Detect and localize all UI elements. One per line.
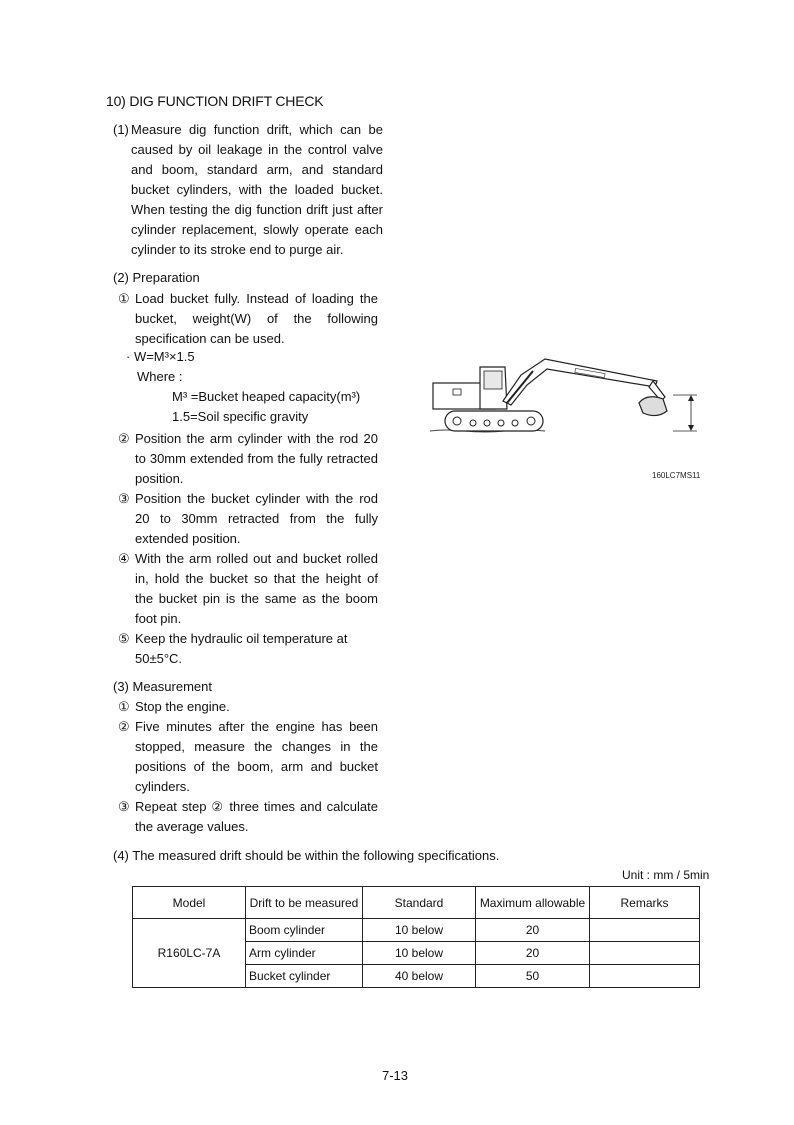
prep-item-4-mark: ④ — [118, 551, 130, 566]
measure-item-3-mark: ③ — [118, 799, 130, 814]
prep-item-4 — [118, 549, 378, 629]
standard-cell: 40 below — [363, 965, 476, 988]
standard-cell: 10 below — [363, 942, 476, 965]
prep-item-5-text: Keep the hydraulic oil temperature at 50±5°C. — [135, 631, 348, 666]
drift-cell: Boom cylinder — [246, 919, 363, 942]
drift-cell: Arm cylinder — [246, 942, 363, 965]
prep-item-4-text: With the arm rolled out and bucket rolled in, hold the bucket so that the height of the bucket pin is the same as the boom foot pin. — [135, 551, 378, 626]
excavator-diagram — [425, 345, 705, 445]
drift-spec-table — [132, 886, 700, 988]
drift-cell: Bucket cylinder — [246, 965, 363, 988]
bucket — [639, 397, 667, 416]
measure-item-3 — [118, 797, 378, 837]
header-standard: Standard — [363, 887, 476, 919]
remarks-cell — [590, 942, 700, 965]
step-1 — [113, 120, 383, 260]
weight-formula: · W=M³×1.5 — [126, 349, 195, 364]
dimension-arrow-down — [688, 425, 694, 431]
prep-item-2-mark: ② — [118, 431, 130, 446]
measure-item-1 — [118, 697, 378, 717]
prep-item-5 — [118, 629, 350, 669]
prep-item-5-mark: ⑤ — [118, 631, 130, 646]
measure-item-1-mark: ① — [118, 699, 130, 714]
measure-item-2 — [118, 717, 378, 797]
prep-item-1 — [118, 289, 378, 349]
header-max-allowable: Maximum allowable — [476, 887, 590, 919]
boom — [503, 359, 657, 405]
remarks-cell — [590, 965, 700, 988]
preparation-heading: (2) Preparation — [113, 270, 200, 285]
page-number: 7-13 — [382, 1068, 409, 1083]
definition-bucket-capacity: M³ =Bucket heaped capacity(m³) — [172, 389, 361, 404]
prep-item-1-text: Load bucket fully. Instead of loading the bucket, weight(W) of the following specification can be used. — [135, 291, 378, 346]
table-header-row — [133, 887, 700, 919]
definition-soil-gravity: 1.5=Soil specific gravity — [172, 409, 309, 424]
measure-item-3-text: Repeat step ② three times and calculate the average values. — [135, 799, 378, 834]
remarks-cell — [590, 919, 700, 942]
measure-item-1-text: Stop the engine. — [135, 699, 230, 714]
prep-item-2 — [118, 429, 378, 489]
model-cell: R160LC-7A — [133, 919, 246, 988]
max-cell: 20 — [476, 942, 590, 965]
prep-item-3-text: Position the bucket cylinder with the rod 20 to 30mm retracted from the fully extended position. — [135, 491, 378, 546]
body-panel — [453, 389, 461, 395]
header-drift: Drift to be measured — [246, 887, 363, 919]
step-4: (4) The measured drift should be within the following specifications. — [113, 848, 500, 863]
max-cell: 50 — [476, 965, 590, 988]
standard-cell: 10 below — [363, 919, 476, 942]
measure-item-2-mark: ② — [118, 719, 130, 734]
step-1-number: (1) — [113, 122, 129, 137]
section-title: 10) DIG FUNCTION DRIFT CHECK — [106, 93, 324, 109]
dimension-arrow-up — [688, 395, 694, 401]
header-remarks: Remarks — [590, 887, 700, 919]
where-label: Where : — [137, 369, 183, 384]
prep-item-2-text: Position the arm cylinder with the rod 20 to 30mm extended from the fully retracted position. — [135, 431, 378, 486]
unit-label: Unit : mm / 5min — [622, 868, 710, 882]
table-row — [133, 919, 700, 942]
figure-caption: 160LC7MS11 — [652, 471, 701, 480]
max-cell: 20 — [476, 919, 590, 942]
step-1-text: Measure dig function drift, which can be caused by oil leakage in the control valve and boom, standard arm, and standard bucket cylinders, with the loaded bucket. When testing the dig function drift just after cylinder replacement, slowly operate each cylinder to its stroke end to purge air. — [131, 122, 383, 257]
cab-window — [484, 371, 502, 389]
header-model: Model — [133, 887, 246, 919]
measure-item-2-text: Five minutes after the engine has been stopped, measure the changes in the positions of the boom, arm and bucket cylinders. — [135, 719, 378, 794]
measurement-heading: (3) Measurement — [113, 679, 212, 694]
prep-item-3-mark: ③ — [118, 491, 130, 506]
prep-item-1-mark: ① — [118, 291, 130, 306]
prep-item-3 — [118, 489, 378, 549]
